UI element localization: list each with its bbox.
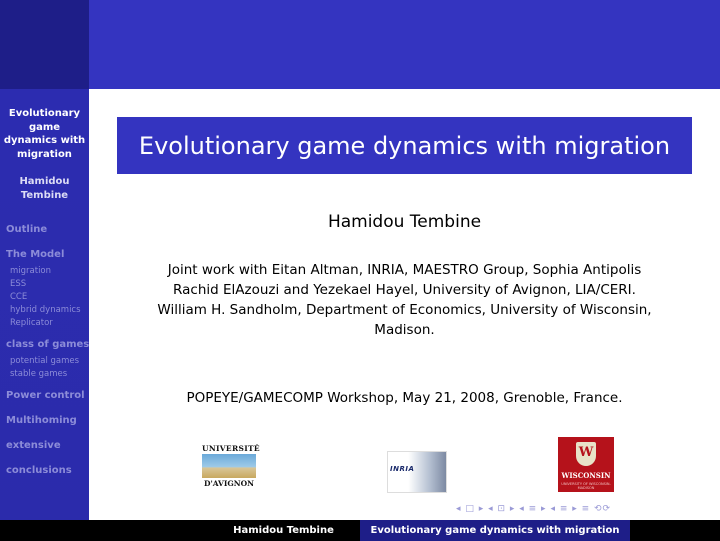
avignon-logo-top: UNIVERSITÉ [202,444,260,453]
avignon-logo [202,444,260,490]
beamer-nav-icons[interactable]: ◂ □ ▸ ◂ ⊡ ▸ ◂ ≡ ▸ ◂ ≡ ▸ ≡ ⟲⟳ [456,504,612,514]
avignon-building-icon [202,454,256,478]
wisconsin-logo [558,437,614,492]
wisconsin-logo-text: WISCONSIN [561,471,611,480]
sidebar-title [0,107,89,161]
sidebar-title-line: migration [17,148,72,160]
sidebar-title-line: Evolutionary [8,108,81,119]
nav-extensive[interactable]: extensive [6,440,61,451]
sidebar-author-line: Hamidou [19,176,70,187]
nav-sub-stable-games[interactable]: stable games [10,369,68,379]
nav-sub-ess[interactable]: ESS [10,279,27,289]
nav-sub-cce[interactable]: CCE [10,292,28,302]
slide-author: Hamidou Tembine [327,212,482,232]
nav-class-of-games[interactable]: class of games [6,339,90,350]
wisconsin-crest-icon: W [576,442,596,466]
sidebar-title-line: game [28,121,61,133]
nav-sub-potential-games[interactable]: potential games [10,356,80,366]
nav-sub-migration[interactable]: migration [10,266,52,276]
sidebar-author [0,175,89,202]
coauthors-line: William H. Sandholm, Department of Economics, University of Wisconsin, [157,302,652,318]
coauthors-line: Madison. [374,322,435,338]
header-bar [89,0,720,89]
nav-outline[interactable]: Outline [6,224,48,235]
nav-conclusions[interactable]: conclusions [6,465,72,476]
sidebar-author-line: Tembine [20,189,69,201]
inria-logo [387,451,447,493]
footer-title: Evolutionary game dynamics with migration [360,520,630,541]
sidebar-title-line: dynamics with [3,135,86,146]
nav-multihoming[interactable]: Multihoming [6,415,77,426]
workshop-line: POPEYE/GAMECOMP Workshop, May 21, 2008, Grenoble, France. [186,390,623,406]
nav-the-model[interactable]: The Model [6,249,65,260]
nav-sub-hybrid-dynamics[interactable]: hybrid dynamics [10,305,81,315]
coauthors-line: Joint work with Eitan Altman, INRIA, MAESTRO Group, Sophia Antipolis [167,262,642,278]
coauthors-block [89,260,720,340]
wisconsin-logo-subtext: UNIVERSITY OF WISCONSIN-MADISON [561,482,611,490]
slide-title: Evolutionary game dynamics with migration [117,117,692,174]
avignon-logo-bottom: D'AVIGNON [203,479,255,488]
nav-power-control[interactable]: Power control [6,390,85,401]
inria-logo-text: INRIA [390,465,415,473]
nav-sub-replicator[interactable]: Replicator [10,318,53,328]
coauthors-line: Rachid ElAzouzi and Yezekael Hayel, University of Avignon, LIA/CERI. [173,282,636,298]
footer-author: Hamidou Tembine [207,520,360,541]
